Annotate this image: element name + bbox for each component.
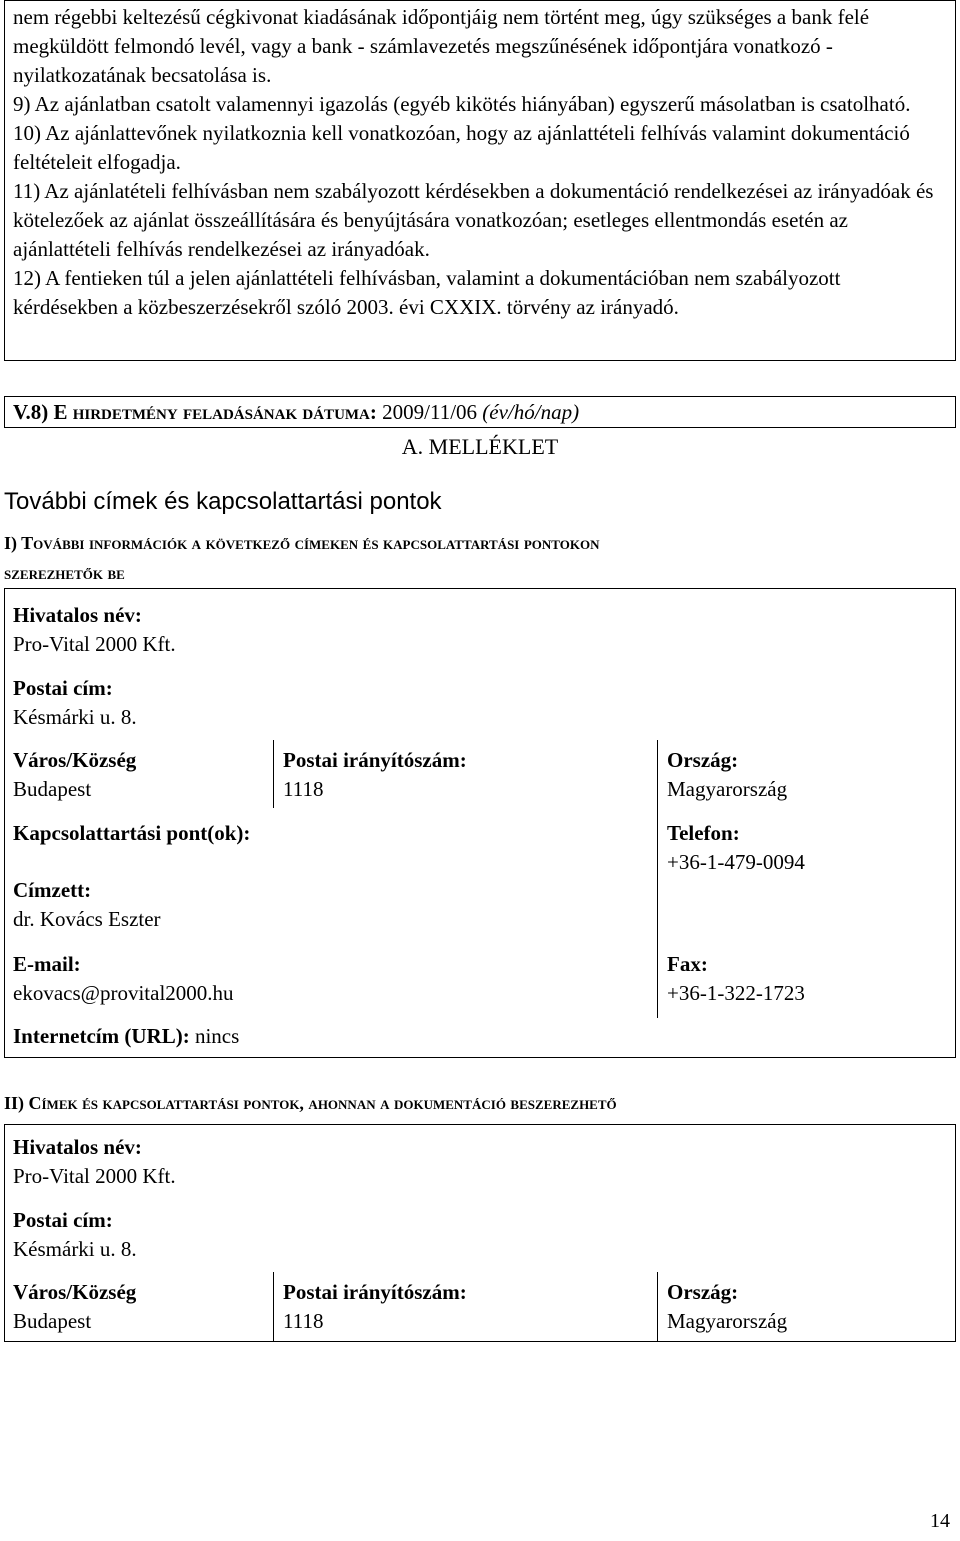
s2-city-field — [13, 1278, 136, 1336]
email-value[interactable]: ekovacs@provital2000.hu — [13, 981, 234, 1005]
phone-field — [667, 819, 805, 877]
paragraph-11: 11) Az ajánlatételi felhívásban nem szabályozott kérdésekben a dokumentáció rendelkezései az irányadóak és kötelezőek az ajánlat összeállítására és benyújtására vonatkozóan; esetleges ellentmondás esetén az ajánlattételi felhívás rendelkezései az irányadóak. — [13, 179, 934, 261]
divider-city-postcode — [273, 740, 274, 808]
s2-country-value: Magyarország — [667, 1309, 788, 1333]
recipient-label: Címzett: — [13, 878, 92, 902]
url-field — [13, 1022, 239, 1051]
recipient-field — [13, 876, 161, 934]
phone-label: Telefon: — [667, 821, 740, 845]
city-label: Város/Község — [13, 748, 137, 772]
paragraph-10: 10) Az ajánlattevőnek nyilatkoznia kell vonatkozóan, hogy az ajánlattételi felhívás valamint dokumentáció feltételeit elfogadja. — [13, 121, 910, 174]
fax-field — [667, 950, 805, 1008]
divider-right-column — [657, 740, 658, 1018]
email-field — [13, 950, 234, 1008]
postal-address-value: Késmárki u. 8. — [13, 705, 137, 729]
fax-label: Fax: — [667, 952, 708, 976]
official-name-label: Hivatalos név: — [13, 603, 142, 627]
contact-points-field — [13, 819, 250, 848]
country-field — [667, 746, 787, 804]
s2-city-label: Város/Község — [13, 1280, 137, 1304]
s2-divider-city-postcode — [273, 1272, 274, 1342]
postal-address-label: Postai cím: — [13, 676, 113, 700]
url-label: Internetcím (URL): — [13, 1024, 190, 1048]
s2-postcode-field — [283, 1278, 467, 1336]
section2-title: II) Címek és kapcsolattartási pontok, ahonnan a dokumentáció beszerezhető — [4, 1093, 617, 1113]
s2-divider-postcode-country — [657, 1272, 658, 1342]
recipient-value: dr. Kovács Eszter — [13, 907, 161, 931]
fax-value: +36-1-322-1723 — [667, 981, 805, 1005]
city-value: Budapest — [13, 777, 92, 801]
section1-title-line2: szerezhetők be — [4, 563, 125, 583]
section1-title-line1: I) További információk a következő címeken és kapcsolattartási pontokon — [4, 533, 600, 553]
official-name-value: Pro-Vital 2000 Kft. — [13, 632, 176, 656]
dispatch-date-box — [4, 396, 956, 428]
postal-address-field — [13, 674, 137, 732]
official-name-field — [13, 601, 176, 659]
s2-official-name-value: Pro-Vital 2000 Kft. — [13, 1164, 176, 1188]
s2-postal-address-value: Késmárki u. 8. — [13, 1237, 137, 1261]
paragraph-bank-statement: nem régebbi keltezésű cégkivonat kiadásának időpontjáig nem történt meg, úgy szükséges a bank felé megküldött felmondó levél, vagy a bank - számlavezetés megszűnésének időpontjára vonatkozó - nyilatkozatának becsatolása is. — [13, 5, 870, 87]
annex-title: A. MELLÉKLET — [401, 434, 559, 459]
url-value: nincs — [194, 1024, 240, 1048]
email-label: E-mail: — [13, 952, 81, 976]
s2-country-label: Ország: — [667, 1280, 739, 1304]
main-heading: További címek és kapcsolattartási pontok — [4, 488, 442, 515]
dispatch-date-format: (év/hó/nap) — [482, 400, 580, 424]
s2-official-name-label: Hivatalos név: — [13, 1135, 142, 1159]
city-field — [13, 746, 136, 804]
country-value: Magyarország — [667, 777, 788, 801]
s2-postcode-value: 1118 — [283, 1309, 324, 1333]
postcode-value: 1118 — [283, 777, 324, 801]
country-label: Ország: — [667, 748, 739, 772]
phone-value: +36-1-479-0094 — [667, 850, 805, 874]
section1-title — [4, 528, 599, 588]
s2-country-field — [667, 1278, 787, 1336]
s2-postal-address-field — [13, 1206, 137, 1264]
s2-postcode-label: Postai irányítószám: — [283, 1280, 467, 1304]
dispatch-date-label: V.8) E hirdetmény feladásának dátuma: — [13, 400, 377, 424]
s2-official-name-field — [13, 1133, 176, 1191]
conditions-box — [4, 0, 956, 361]
postcode-field — [283, 746, 467, 804]
dispatch-date-value: 2009/11/06 — [382, 400, 478, 424]
contact-points-label: Kapcsolattartási pont(ok): — [13, 821, 251, 845]
paragraph-9: 9) Az ajánlatban csatolt valamennyi igazolás (egyéb kikötés hiányában) egyszerű másolatban is csatolható. — [13, 92, 911, 116]
paragraph-12: 12) A fentieken túl a jelen ajánlattételi felhívásban, valamint a dokumentációban nem szabályozott kérdésekben a közbeszerzésekről szóló 2003. évi CXXIX. törvény az irányadó. — [13, 266, 841, 319]
s2-city-value: Budapest — [13, 1309, 92, 1333]
postcode-label: Postai irányítószám: — [283, 748, 467, 772]
s2-postal-address-label: Postai cím: — [13, 1208, 113, 1232]
page-number: 14 — [930, 1510, 950, 1532]
